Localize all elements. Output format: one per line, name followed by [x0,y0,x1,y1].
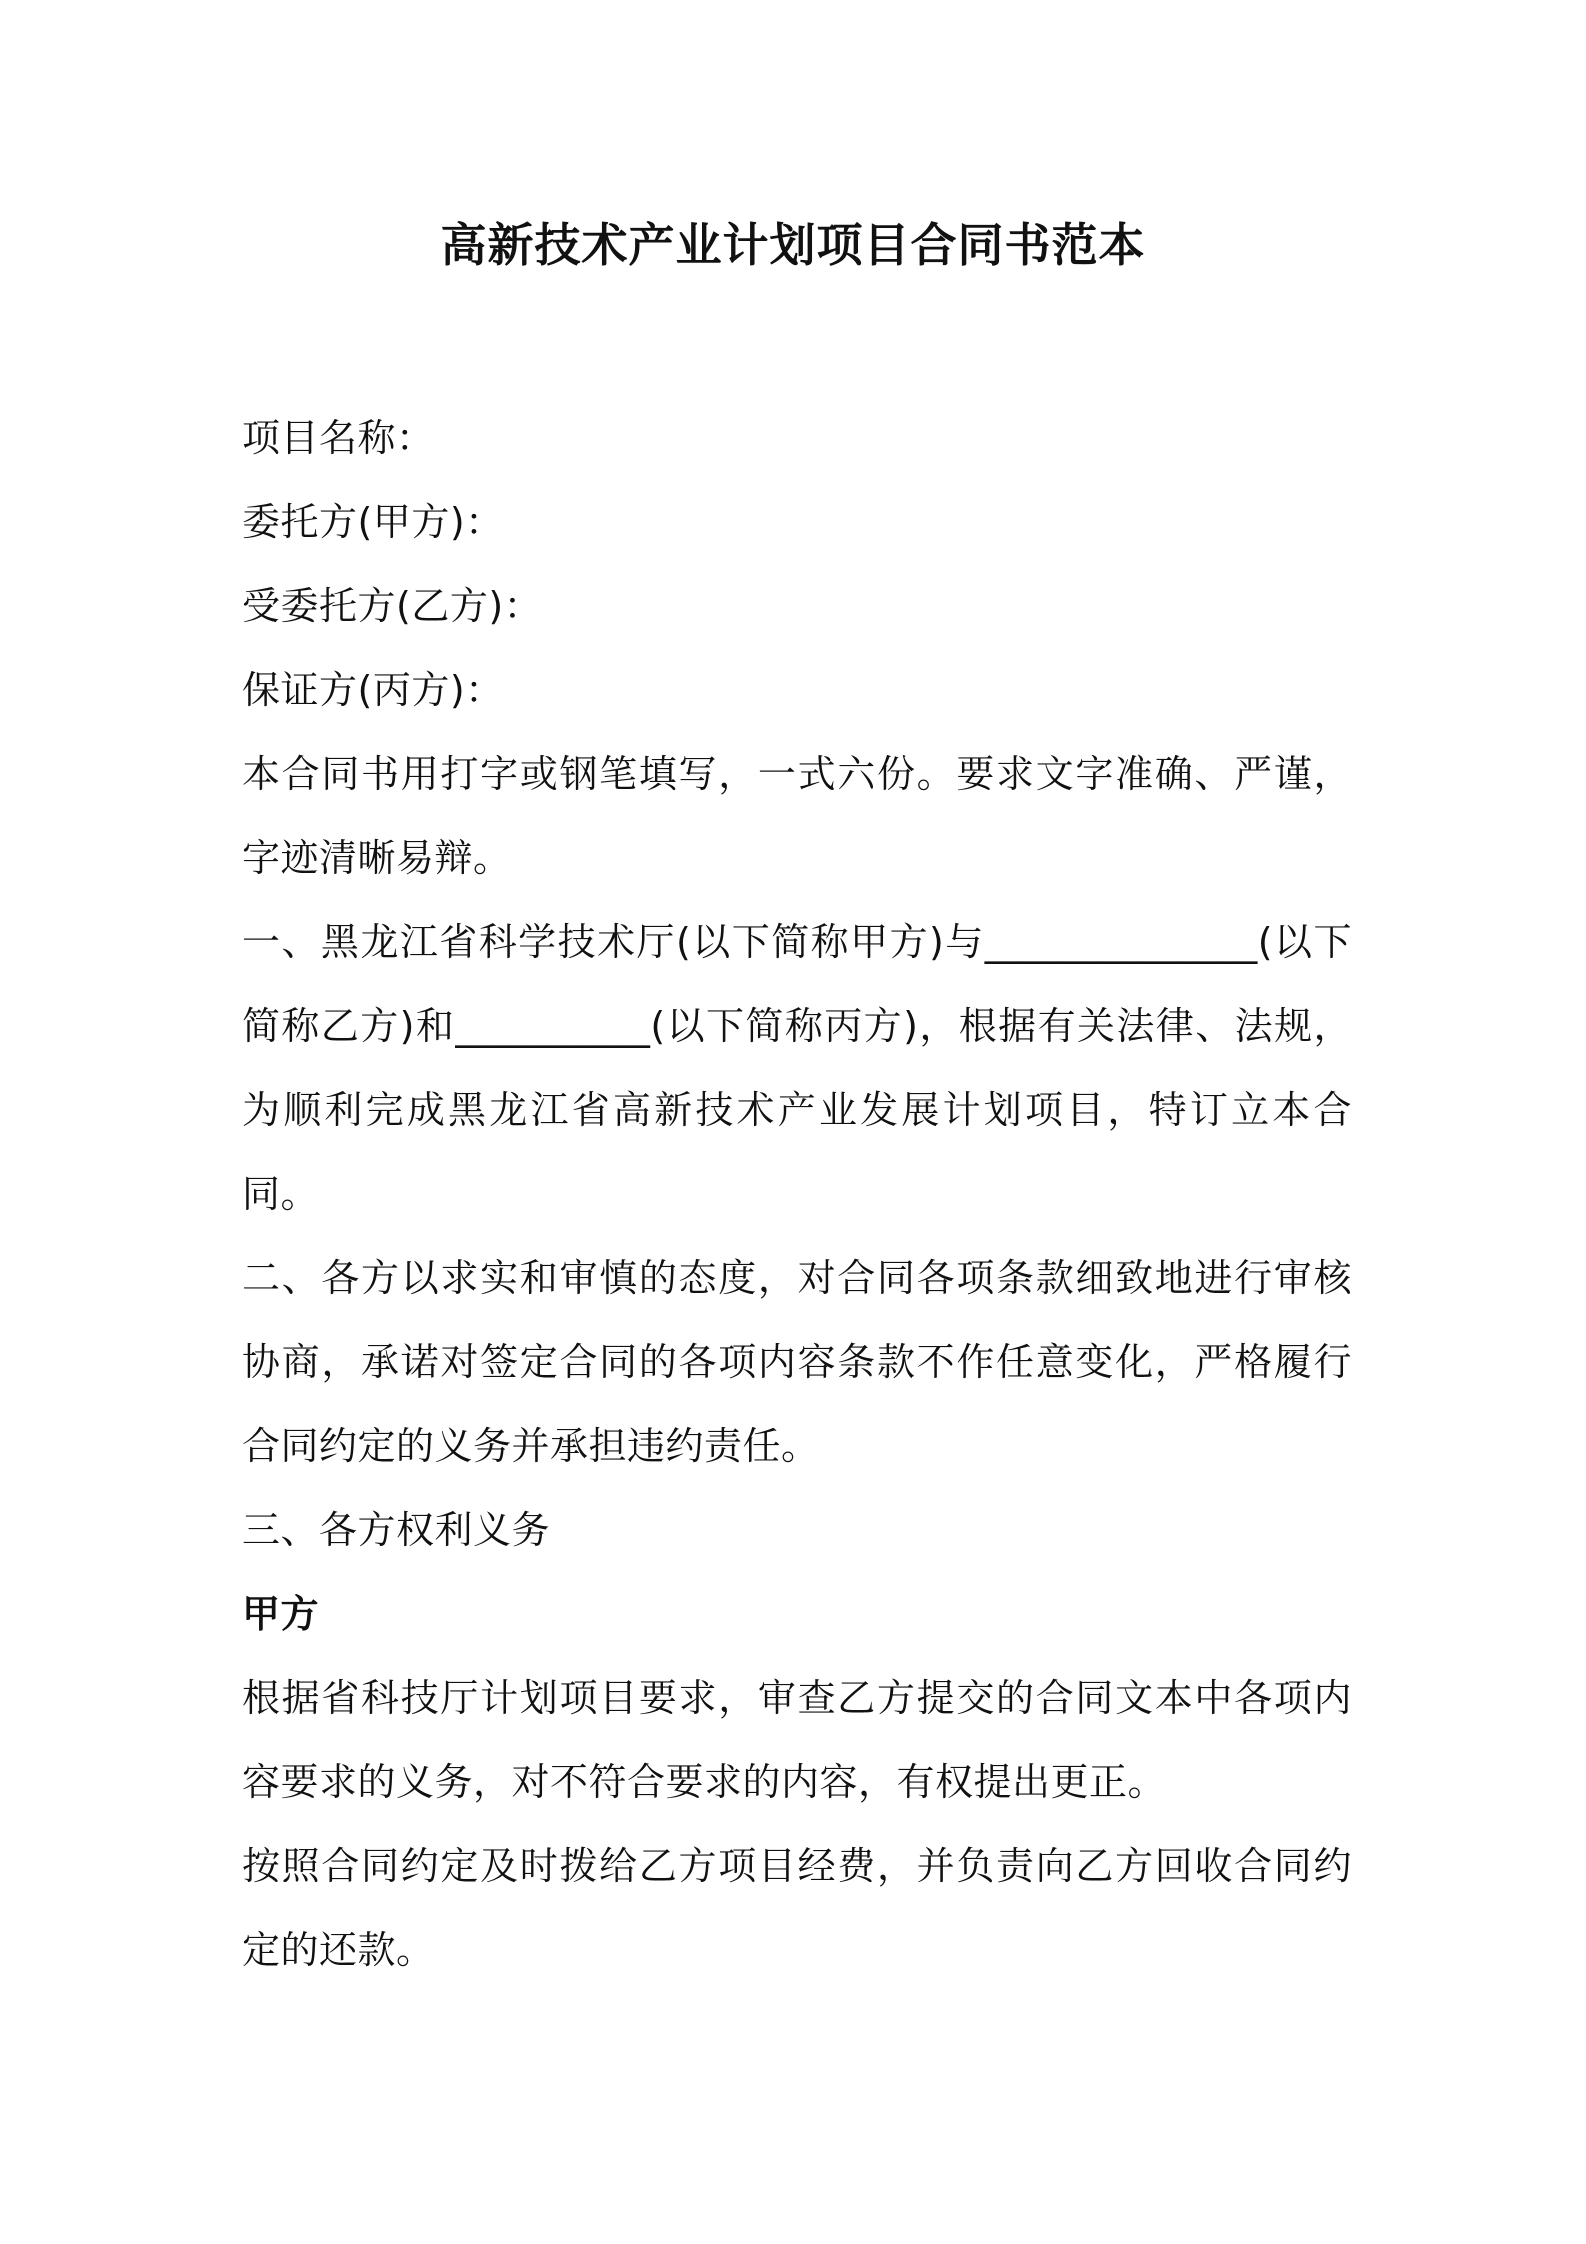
field-project-name: 项目名称： [242,416,435,460]
field-party-b: 受委托方(乙方)： [242,584,543,628]
instruction-paragraph: 本合同书用打字或钢笔填写，一式六份。要求文字准确、严谨，字迹清晰易辩。 [242,752,1352,880]
field-party-c: 保证方(丙方)： [242,668,504,712]
party-a-item-1: 根据省科技厅计划项目要求，审查乙方提交的合同文本中各项内容要求的义务，对不符合要求的内容，有权提出更正。 [242,1676,1352,1804]
clause-2-paragraph: 二、各方以求实和审慎的态度，对合同各项条款细致地进行审核协商，承诺对签定合同的各项内容条款不作任意变化，严格履行合同约定的义务并承担违约责任。 [242,1256,1352,1468]
document-body [242,396,1352,1992]
document-title: 高新技术产业计划项目合同书范本 [440,218,1146,272]
clause-3-heading: 三、各方权利义务 [242,1508,551,1552]
party-a-item-2: 按照合同约定及时拨给乙方项目经费，并负责向乙方回收合同约定的还款。 [242,1844,1352,1972]
party-a-heading: 甲方 [242,1592,320,1636]
clause-1-paragraph: 一、黑龙江省科学技术厅(以下简称甲方)与______________(以下简称乙方)和__________(以下简称丙方)，根据有关法律、法规，为顺利完成黑龙江省高新技术产业发展计划项目，特订立本合同。 [242,920,1352,1216]
field-party-a: 委托方(甲方)： [242,500,504,544]
